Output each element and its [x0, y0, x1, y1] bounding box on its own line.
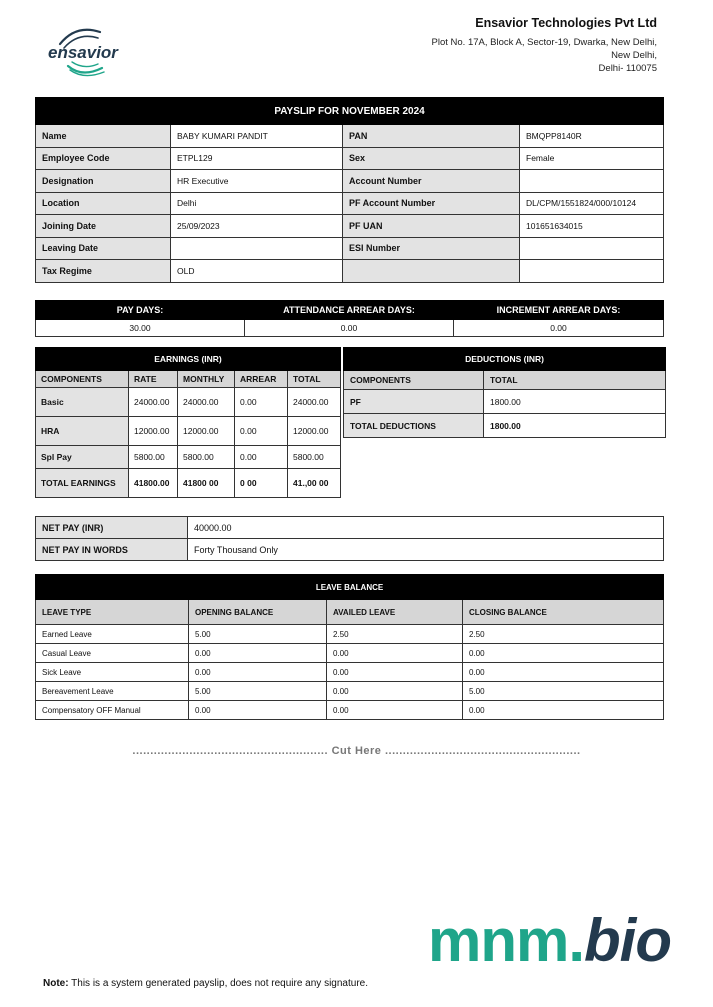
leave-opening: 5.00 — [189, 682, 327, 701]
employee-details-table — [35, 97, 664, 283]
label-leaving-date: Leaving Date — [36, 237, 171, 260]
pay-days-header: PAY DAYS: — [36, 301, 245, 320]
earnings-total: 5800.00 — [288, 446, 341, 469]
earnings-title: EARNINGS (INR) — [36, 348, 341, 371]
value-name: BABY KUMARI PANDIT — [171, 125, 343, 148]
deductions-title: DEDUCTIONS (INR) — [344, 348, 666, 371]
value-esi-number — [520, 237, 664, 260]
leave-opening: 0.00 — [189, 644, 327, 663]
value-sex: Female — [520, 147, 664, 170]
company-logo — [46, 22, 130, 78]
label-employee-code: Employee Code — [36, 147, 171, 170]
leave-availed: 0.00 — [327, 663, 463, 682]
total-deductions-label: TOTAL DEDUCTIONS — [344, 414, 484, 438]
leave-type: Earned Leave — [36, 625, 189, 644]
total-deductions-value: 1800.00 — [484, 414, 666, 438]
leave-type: Sick Leave — [36, 663, 189, 682]
earnings-arrear: 0.00 — [235, 417, 288, 446]
earnings-rate: 12000.00 — [129, 417, 178, 446]
earnings-col-rate: RATE — [129, 371, 178, 388]
value-leaving-date — [171, 237, 343, 260]
company-info — [432, 16, 657, 75]
earnings-col-monthly: MONTHLY — [178, 371, 235, 388]
earnings-total: 24000.00 — [288, 388, 341, 417]
earnings-col-components: COMPONENTS — [36, 371, 129, 388]
earnings-row-label: Spl Pay — [36, 446, 129, 469]
footer-note — [43, 978, 368, 989]
label-pan: PAN — [343, 125, 520, 148]
net-pay-words-label: NET PAY IN WORDS — [36, 539, 188, 561]
leave-row — [36, 663, 664, 682]
company-address-line2: New Delhi, — [611, 50, 657, 61]
value-location: Delhi — [171, 192, 343, 215]
company-name: Ensavior Technologies Pvt Ltd — [475, 16, 657, 30]
earnings-arrear: 0.00 — [235, 388, 288, 417]
pay-days-table — [35, 300, 664, 337]
deduction-row-label: PF — [344, 390, 484, 414]
leave-closing: 0.00 — [463, 644, 664, 663]
total-earnings-label: TOTAL EARNINGS — [36, 469, 129, 498]
net-pay-label: NET PAY (INR) — [36, 517, 188, 539]
earnings-row-label: Basic — [36, 388, 129, 417]
deductions-col-components: COMPONENTS — [344, 371, 484, 390]
leave-opening: 0.00 — [189, 663, 327, 682]
net-pay-value: 40000.00 — [188, 517, 664, 539]
label-pf-uan: PF UAN — [343, 215, 520, 238]
earnings-arrear: 0.00 — [235, 446, 288, 469]
company-address-line3: Delhi- 110075 — [598, 63, 657, 74]
note-text: This is a system generated payslip, does not require any signature. — [68, 978, 368, 989]
payslip-title: PAYSLIP FOR NOVEMBER 2024 — [36, 98, 664, 125]
value-tax-regime: OLD — [171, 260, 343, 283]
leave-type: Bereavement Leave — [36, 682, 189, 701]
label-designation: Designation — [36, 170, 171, 193]
cut-here-line: ....................................................... Cut Here ....................................................... — [132, 745, 581, 757]
label-sex: Sex — [343, 147, 520, 170]
deduction-row-value: 1800.00 — [484, 390, 666, 414]
total-earnings-monthly: 41800 00 — [178, 469, 235, 498]
earnings-total: 12000.00 — [288, 417, 341, 446]
deductions-table — [343, 347, 666, 438]
leave-availed: 0.00 — [327, 644, 463, 663]
value-joining-date: 25/09/2023 — [171, 215, 343, 238]
leave-row — [36, 701, 664, 720]
watermark-part1: mnm. — [428, 907, 585, 974]
earnings-col-arrear: ARREAR — [235, 371, 288, 388]
leave-closing: 0.00 — [463, 663, 664, 682]
leave-opening: 0.00 — [189, 701, 327, 720]
earnings-rate: 5800.00 — [129, 446, 178, 469]
earnings-row-label: HRA — [36, 417, 129, 446]
net-pay-table — [35, 516, 664, 561]
label-pf-account-number: PF Account Number — [343, 192, 520, 215]
value-pan: BMQPP8140R — [520, 125, 664, 148]
total-earnings-total: 41.,00 00 — [288, 469, 341, 498]
leave-availed: 2.50 — [327, 625, 463, 644]
leave-availed: 0.00 — [327, 682, 463, 701]
earnings-col-total: TOTAL — [288, 371, 341, 388]
empty-label-cell — [343, 260, 520, 283]
value-account-number — [520, 170, 664, 193]
earnings-rate: 24000.00 — [129, 388, 178, 417]
label-tax-regime: Tax Regime — [36, 260, 171, 283]
leave-balance-title: LEAVE BALANCE — [36, 575, 664, 600]
net-pay-words-value: Forty Thousand Only — [188, 539, 664, 561]
leave-closing: 5.00 — [463, 682, 664, 701]
pay-days-value: 30.00 — [36, 320, 245, 337]
label-location: Location — [36, 192, 171, 215]
leave-col-opening: OPENING BALANCE — [189, 600, 327, 625]
leave-type: Casual Leave — [36, 644, 189, 663]
leave-row — [36, 625, 664, 644]
label-esi-number: ESI Number — [343, 237, 520, 260]
company-address-line1: Plot No. 17A, Block A, Sector-19, Dwarka, New Delhi, — [431, 37, 657, 48]
increment-arrear-header: INCREMENT ARREAR DAYS: — [454, 301, 664, 320]
leave-col-closing: CLOSING BALANCE — [463, 600, 664, 625]
watermark-logo — [428, 906, 671, 975]
value-employee-code: ETPL129 — [171, 147, 343, 170]
leave-availed: 0.00 — [327, 701, 463, 720]
logo-text: ensavior — [48, 43, 118, 62]
deductions-col-total: TOTAL — [484, 371, 666, 390]
leave-balance-table — [35, 574, 664, 720]
leave-row — [36, 682, 664, 701]
empty-value-cell — [520, 260, 664, 283]
leave-row — [36, 644, 664, 663]
leave-closing: 0.00 — [463, 701, 664, 720]
leave-type: Compensatory OFF Manual — [36, 701, 189, 720]
value-designation: HR Executive — [171, 170, 343, 193]
leave-opening: 5.00 — [189, 625, 327, 644]
label-name: Name — [36, 125, 171, 148]
increment-arrear-value: 0.00 — [454, 320, 664, 337]
label-account-number: Account Number — [343, 170, 520, 193]
leave-col-type: LEAVE TYPE — [36, 600, 189, 625]
value-pf-account-number: DL/CPM/1551824/000/10124 — [520, 192, 664, 215]
watermark-part2: bio — [584, 907, 672, 974]
attendance-arrear-header: ATTENDANCE ARREAR DAYS: — [245, 301, 454, 320]
leave-col-availed: AVAILED LEAVE — [327, 600, 463, 625]
note-label: Note: — [43, 978, 69, 989]
leave-closing: 2.50 — [463, 625, 664, 644]
earnings-table — [35, 347, 341, 498]
earnings-monthly: 24000.00 — [178, 388, 235, 417]
total-earnings-rate: 41800.00 — [129, 469, 178, 498]
earnings-monthly: 12000.00 — [178, 417, 235, 446]
total-earnings-arrear: 0 00 — [235, 469, 288, 498]
value-pf-uan: 101651634015 — [520, 215, 664, 238]
label-joining-date: Joining Date — [36, 215, 171, 238]
attendance-arrear-value: 0.00 — [245, 320, 454, 337]
earnings-monthly: 5800.00 — [178, 446, 235, 469]
